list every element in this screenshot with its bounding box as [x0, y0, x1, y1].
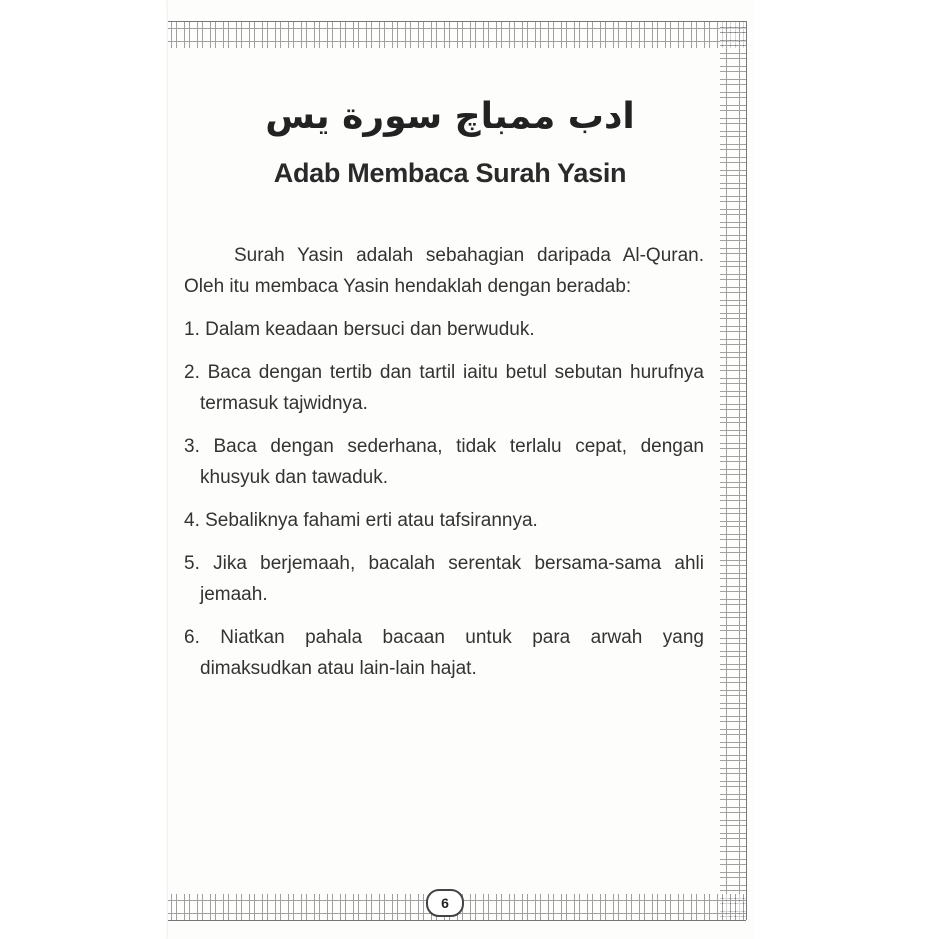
page-title: Adab Membaca Surah Yasin	[273, 158, 627, 188]
arabic-title: ادب ممباچ سورة يس	[265, 96, 635, 137]
list-item: 4. Sebaliknya fahami erti atau tafsirannya.	[184, 510, 538, 531]
ornamental-border-line-bottom	[168, 920, 746, 921]
intro-paragraph: Surah Yasin adalah sebahagian daripada Al-Quran. Oleh itu membaca Yasin hendaklah dengan beradab:	[184, 245, 704, 297]
list-item: 1. Dalam keadaan bersuci dan berwuduk.	[184, 319, 535, 340]
ornamental-border-right	[720, 22, 746, 920]
ornamental-border-line-right	[746, 21, 747, 920]
list-item: 6. Niatkan pahala bacaan untuk para arwah yang dimaksudkan atau lain-lain hajat.	[184, 627, 704, 679]
list-item: 2. Baca dengan tertib dan tartil iaitu betul sebutan hurufnya termasuk tajwidnya.	[184, 362, 704, 414]
body-text	[184, 240, 704, 696]
list-item: 5. Jika berjemaah, bacalah serentak bersama-sama ahli jemaah.	[184, 553, 704, 605]
ornamental-border-top	[168, 22, 746, 48]
page-number: 6	[426, 889, 464, 917]
list-item: 3. Baca dengan sederhana, tidak terlalu cepat, dengan khusyuk dan tawaduk.	[184, 436, 704, 488]
